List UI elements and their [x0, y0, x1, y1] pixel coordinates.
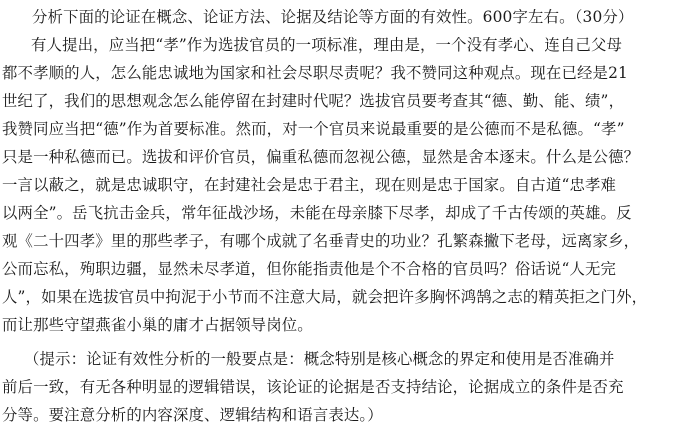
argument-line-7: 以两全”。岳飞抗击金兵，常年征战沙场，未能在母亲膝下尽孝，却成了千古传颂的英雄。反 — [2, 204, 632, 222]
argument-line-11: 而让那些守望燕雀小巢的庸才占据领导岗位。 — [2, 316, 313, 334]
argument-line-5: 只是一种私德而已。选拔和评价官员，偏重私德而忽视公德，显然是舍本逐末。什么是公德？ — [2, 148, 640, 166]
argument-line-1: 有人提出，应当把“孝”作为选拔官员的一项标准，理由是，一个没有孝心、连自己父母 — [31, 36, 623, 54]
argument-line-2: 都不孝顺的人，怎么能忠诚地为国家和社会尽职尽责呢？我不赞同这种观点。现在已经是21 — [2, 64, 628, 82]
argument-line-6: 一言以蔽之，就是忠诚职守，在封建社会是忠于君主，现在则是忠于国家。自古道“忠孝难 — [2, 176, 617, 194]
argument-line-3: 世纪了，我们的思想观念怎么能停留在封建时代呢？选拔官员要考查其“德、勤、能、绩”， — [2, 92, 625, 110]
question-prompt: 分析下面的论证在概念、论证方法、论据及结论等方面的有效性。600字左右。（30分） — [32, 8, 634, 26]
argument-line-4: 我赞同应当把“德”作为首要标准。然而，对一个官员来说最重要的是公德而不是私德。“孝” — [2, 120, 625, 138]
argument-line-10: 人”，如果在选拔官员中拘泥于小节而不注意大局，就会把许多胸怀鸿鹄之志的精英拒之门外， — [2, 288, 648, 306]
hint-line-3: 分等。要注意分析的内容深度、逻辑结构和语言表达。） — [2, 406, 383, 424]
argument-line-9: 公而忘私，殉职边疆，显然未尽孝道，但你能指责他是个不合格的官员吗？俗话说“人无完 — [2, 260, 617, 278]
hint-line-1: （提示：论证有效性分析的一般要点是：概念特别是核心概念的界定和使用是否准确并 — [24, 350, 615, 368]
hint-line-2: 前后一致，有无各种明显的逻辑错误，该论证的论据是否支持结论，论据成立的条件是否充 — [2, 378, 624, 396]
argument-line-8: 观《二十四孝》里的那些孝子，有哪个成就了名垂青史的功业？孔繁森撇下老母，远离家乡， — [2, 232, 640, 250]
